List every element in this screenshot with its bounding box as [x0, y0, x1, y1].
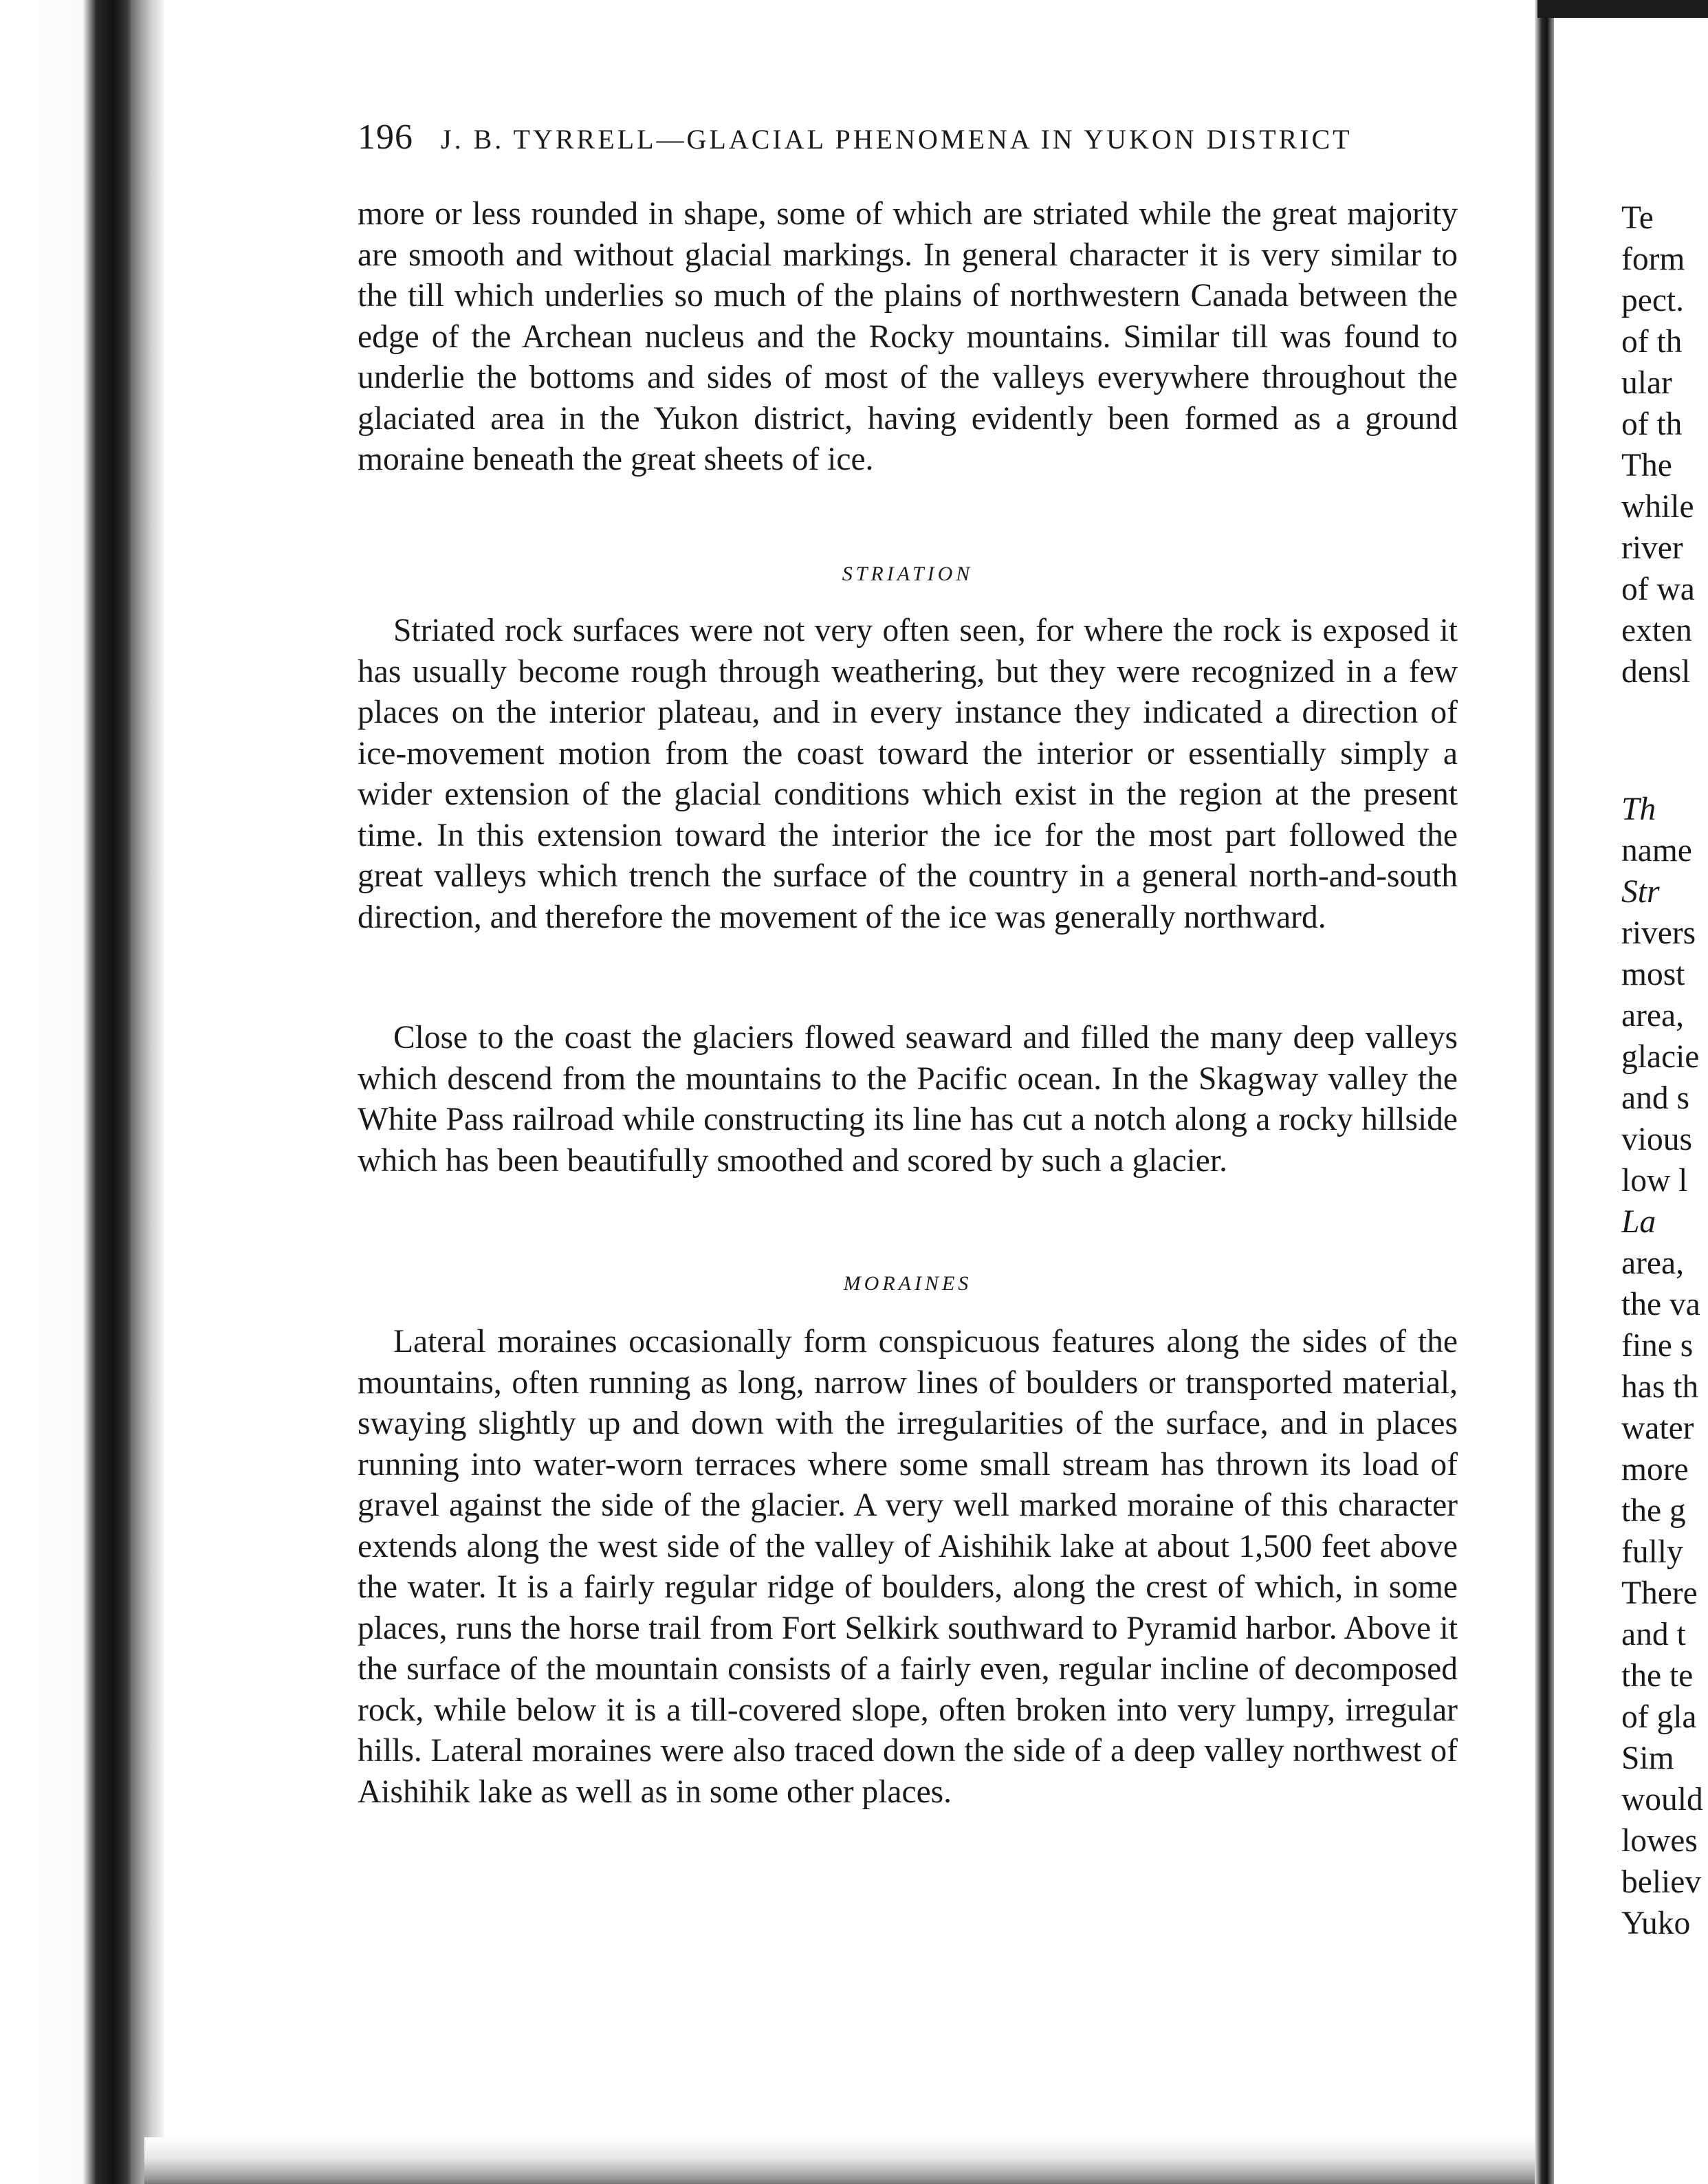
facing-line: fine s — [1621, 1328, 1694, 1364]
facing-line: while — [1621, 489, 1694, 525]
page-bottom-edge — [144, 2137, 1554, 2184]
paragraph-striated-rock: Striated rock surfaces were not very often seen, for where the rock is exposed it has usually become rough through weathering, but they were recognized in a few places on the interior plateau, and in every instance they indicated a direction of ice-movement motion from the coast toward the interior or essentially simply a wider extension of the glacial conditions which exist in the region at the present time. In this extension toward the interior the ice for the most part followed the great valleys which trench the surface of the country in a general north-and-south direction, and therefore the movement of the ice was generally northward. — [358, 613, 1458, 935]
running-head — [358, 117, 1458, 158]
facing-line: Te — [1621, 200, 1654, 236]
facing-line: and t — [1621, 1617, 1686, 1652]
facing-line: river — [1621, 530, 1683, 566]
facing-line: and s — [1621, 1080, 1689, 1116]
facing-line: has th — [1621, 1369, 1699, 1405]
facing-line: Sim — [1621, 1740, 1674, 1776]
facing-line: There — [1621, 1575, 1698, 1611]
facing-line: of th — [1621, 406, 1683, 442]
facing-page-fragment — [1554, 0, 1708, 2184]
paragraph-lateral-moraines: Lateral moraines occasionally form conspicuous features along the sides of the mountains, often running as long, narrow lines of boulders or transported material, swaying slightly up and down with the irregularities of the surface, and in places running into water-worn terraces where some small stream has thrown its load of gravel against the side of the glacier. A very well marked moraine of this character extends along the west side of the valley of Aishihik lake at about 1,500 feet above the water. It is a fairly regular ridge of boulders, along the crest of which, in some places, runs the horse trail from Fort Selkirk southward to Pyramid harbor. Above it the surface of the mountain consists of a fairly even, regular incline of decomposed rock, while below it is a till-covered slope, often broken into very lumpy, irregular hills. Lateral moraines were also traced down the side of a deep valley northwest of Aishihik lake as well as in some other places. — [358, 1324, 1458, 1810]
facing-line: of gla — [1621, 1699, 1697, 1735]
facing-line: of wa — [1621, 571, 1695, 607]
gutter-top-shadow — [1537, 0, 1708, 18]
facing-line: Th — [1621, 791, 1656, 827]
facing-line: The — [1621, 448, 1672, 483]
facing-line: believ — [1621, 1864, 1702, 1900]
facing-line: more — [1621, 1452, 1689, 1487]
page-edge — [131, 0, 164, 2184]
facing-line: water — [1621, 1410, 1694, 1446]
facing-line: most — [1621, 957, 1685, 992]
facing-line: area, — [1621, 998, 1684, 1034]
facing-line: of th — [1621, 324, 1683, 360]
facing-line: glacie — [1621, 1039, 1700, 1075]
facing-line: low l — [1621, 1163, 1688, 1199]
facing-line: the te — [1621, 1658, 1694, 1694]
paragraph-till: more or less rounded in shape, some of which are striated while the great majority are smooth and without glacial markings. In general character it is very similar to the till which underlies so much of the plains of northwestern Canada between the edge of the Archean nucleus and the Rocky mountains. Similar till was found to underlie the bottoms and sides of most of the valleys everywhere throughout the glaciated area in the Yukon district, having evidently been formed as a ground moraine beneath the great sheets of ice. — [358, 196, 1458, 477]
facing-line: vious — [1621, 1122, 1692, 1157]
paragraph-coast-glaciers: Close to the coast the glaciers flowed seaward and filled the many deep valleys which descend from the mountains to the Pacific ocean. In the Skagway valley the White Pass railroad while constructing its line has cut a notch along a rocky hillside which has been beautifully smoothed and scored by such a glacier. — [358, 1020, 1458, 1179]
facing-line: form — [1621, 241, 1685, 277]
facing-line: would — [1621, 1782, 1703, 1817]
facing-line: ular — [1621, 365, 1672, 401]
facing-line: densl — [1621, 654, 1691, 690]
facing-line: the g — [1621, 1493, 1686, 1529]
facing-line: name — [1621, 833, 1692, 869]
page-number: 196 — [358, 118, 413, 157]
book-gutter — [1535, 0, 1554, 2184]
section-heading-striation: STRIATION — [842, 563, 974, 585]
facing-line: exten — [1621, 613, 1692, 648]
facing-line: rivers — [1621, 915, 1696, 951]
section-heading-moraines: MORAINES — [843, 1272, 972, 1295]
facing-line: Str — [1621, 874, 1660, 910]
facing-line: lowes — [1621, 1823, 1698, 1859]
book-spine-shadow — [0, 0, 131, 2184]
facing-line: fully — [1621, 1534, 1683, 1570]
facing-line: the va — [1621, 1287, 1700, 1322]
facing-line: Yuko — [1621, 1905, 1691, 1941]
running-title: J. B. TYRRELL—GLACIAL PHENOMENA IN YUKON DISTRICT — [441, 124, 1353, 155]
facing-line: area, — [1621, 1245, 1684, 1281]
facing-line: pect. — [1621, 283, 1684, 318]
facing-line: La — [1621, 1204, 1656, 1240]
